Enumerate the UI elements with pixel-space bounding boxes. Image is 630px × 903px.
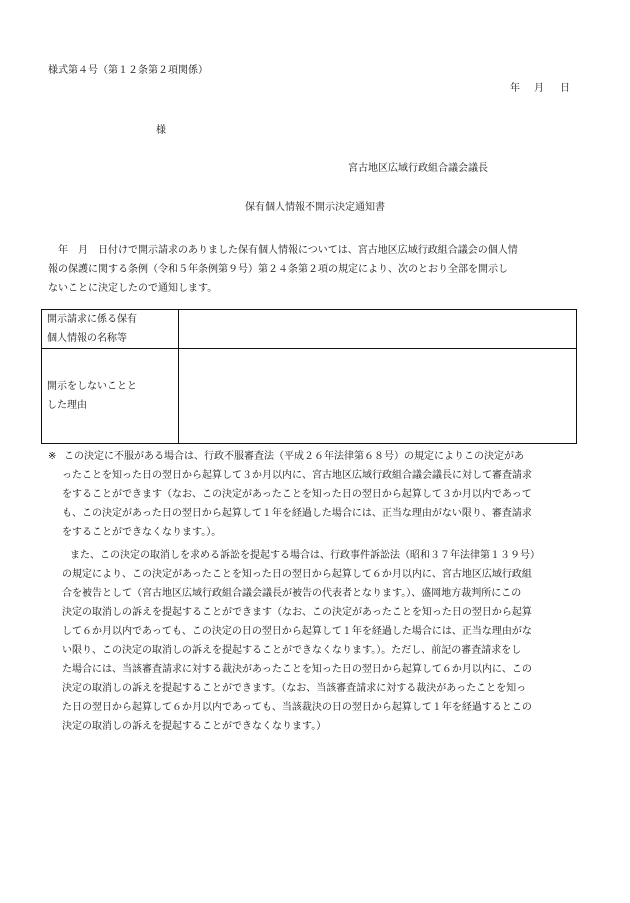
date-year: 年 bbox=[510, 83, 520, 94]
sender-name: 宮古地区広域行政組合議会議長 bbox=[348, 163, 488, 174]
note-line: ったことを知った日の翌日から起算して３か月以内に、宮古地区広域行政組合議会議長に対して審査請求 bbox=[62, 470, 532, 481]
note-line: をすることができます（なお、この決定があったことを知った日の翌日から起算して３か月以内であって bbox=[62, 489, 532, 500]
note-line: た場合には、当該審査請求に対する裁決があったことを知った日の翌日から起算して６か月以内に、この bbox=[62, 664, 532, 675]
note-line: 決定の取消しの訴えを提起することができます。（なお、当該審査請求に対する裁決があったことを知っ bbox=[62, 683, 527, 694]
note-line: の規定により、この決定があったことを知った日の翌日から起算して６か月以内に、宮古地区広域行政組 bbox=[62, 569, 532, 580]
note-line: ※ この決定に不服がある場合は、行政不服審査法（平成２６年法律第６８号）の規定によりこの決定があ bbox=[48, 447, 588, 466]
note-mark: ※ bbox=[48, 451, 57, 462]
note-line: また、この決定の取消しを求める訴訟を提起する場合は、行政事件訴訟法（昭和３７年法律第１３９号） bbox=[70, 550, 540, 561]
note-line: をすることができなくなります。）。 bbox=[62, 527, 222, 538]
note-line: 決定の取消しの訴えを提起することができます（なお、この決定があったことを知った日の翌日から起算 bbox=[62, 607, 532, 618]
body-line: 報の保護に関する条例（令和５年条例第９号）第２４条第２項の規定により、次のとおり全部を開示し bbox=[48, 264, 508, 275]
notes-section bbox=[48, 447, 588, 736]
note-line: い限り、この決定の取消しの訴えを提起することができなくなります。）。ただし、前記の審査請求をし bbox=[62, 645, 522, 656]
nondisclosure-reason-value bbox=[179, 349, 577, 444]
note-line: 合を被告として（宮古地区広域行政組合議会議長が被告の代表者となります。）、盛岡地方裁判所にこの bbox=[62, 588, 522, 599]
table-row bbox=[42, 310, 577, 349]
body-line: 年 月 日付けで開示請求のありました保有個人情報については、宮古地区広域行政組合議会の個人情 bbox=[48, 245, 518, 256]
nondisclosure-reason-label: 開示をしないことと した理由 bbox=[42, 349, 179, 444]
requested-info-value bbox=[179, 310, 577, 349]
date-month: 月 bbox=[534, 83, 544, 94]
date-line bbox=[510, 84, 570, 94]
form-number: 様式第４号（第１２条第２項関係） bbox=[48, 65, 208, 76]
date-day: 日 bbox=[560, 83, 570, 94]
table-row bbox=[42, 349, 577, 444]
addressee: 様 bbox=[156, 125, 166, 136]
note-line: して６か月以内であっても、この決定の日の翌日から起算して１年を経過した場合には、正当な理由がな bbox=[62, 626, 532, 637]
note-line: た日の翌日から起算して６か月以内であっても、当該裁決の日の翌日から起算して１年を経過するとこの bbox=[62, 702, 532, 713]
body-line: ないことに決定したので通知します。 bbox=[48, 283, 218, 294]
disclosure-table bbox=[41, 309, 577, 444]
note-line: も、この決定があった日の翌日から起算して１年を経過した場合には、正当な理由がない限り、審査請求 bbox=[62, 508, 532, 519]
requested-info-label: 開示請求に係る保有 個人情報の名称等 bbox=[42, 310, 179, 349]
body-paragraph bbox=[48, 241, 580, 298]
document-title: 保有個人情報不開示決定通知書 bbox=[245, 202, 385, 213]
note-line: 決定の取消しの訴えを提起することができなくなります。） bbox=[62, 721, 327, 732]
